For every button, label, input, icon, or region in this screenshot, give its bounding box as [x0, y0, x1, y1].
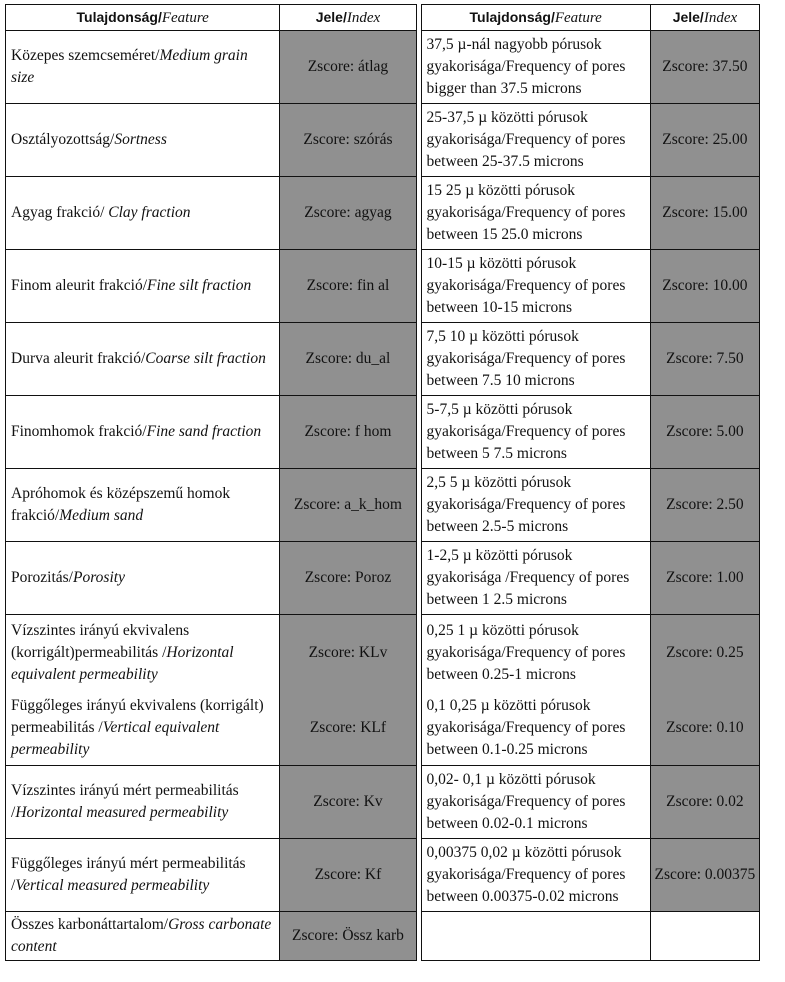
index-cell: Zscore: szórás	[280, 104, 416, 177]
table-row	[6, 323, 760, 396]
table-row	[6, 615, 760, 766]
pore-frequency-cell: 2,5 5 µ közötti pórusok gyakorisága/Frequency of pores between 2.5-5 microns	[421, 469, 650, 542]
pore-frequency-cell: 7,5 10 µ közötti pórusok gyakorisága/Frequency of pores between 7.5 10 microns	[421, 323, 650, 396]
header-index: Jele/Index	[280, 5, 416, 31]
index-cell: Zscore: Kv	[280, 766, 416, 839]
pore-frequency-cell: 25-37,5 µ közötti pórusok gyakorisága/Frequency of pores between 25-37.5 microns	[421, 104, 650, 177]
feature-cell: Összes karbonáttartalom/Gross carbonate content	[6, 912, 280, 961]
pore-index-cell: Zscore: 5.00	[650, 396, 759, 469]
index-cell: Zscore: átlag	[280, 31, 416, 104]
pore-frequency-cell: 10-15 µ közötti pórusok gyakorisága/Frequency of pores between 10-15 microns	[421, 250, 650, 323]
table-row	[6, 396, 760, 469]
table-row	[6, 31, 760, 104]
feature-cell: Apróhomok és középszemű homok frakció/Medium sand	[6, 469, 280, 542]
feature-cell: Durva aleurit frakció/Coarse silt fraction	[6, 323, 280, 396]
feature-cell: Függőleges irányú mért permeabilitás /Vertical measured permeability	[6, 839, 280, 912]
index-cell: Zscore: fin al	[280, 250, 416, 323]
index-cell: Zscore: agyag	[280, 177, 416, 250]
header-index-2: Jele/Index	[650, 5, 759, 31]
table-row	[6, 766, 760, 839]
pore-index-cell: Zscore: 0.25 Zscore: 0.10	[650, 615, 759, 766]
table-row	[6, 912, 760, 961]
index-cell: Zscore: Össz karb	[280, 912, 416, 961]
table-row	[6, 104, 760, 177]
index-cell: Zscore: Kf	[280, 839, 416, 912]
feature-cell: Vízszintes irányú mért permeabilitás /Horizontal measured permeability	[6, 766, 280, 839]
pore-index-cell: Zscore: 0.00375	[650, 839, 759, 912]
table-row	[6, 250, 760, 323]
feature-cell: Finom aleurit frakció/Fine silt fraction	[6, 250, 280, 323]
table-header-row	[6, 5, 760, 31]
index-cell: Zscore: f hom	[280, 396, 416, 469]
index-cell: Zscore: a_k_hom	[280, 469, 416, 542]
pore-index-cell: Zscore: 15.00	[650, 177, 759, 250]
pore-frequency-cell: 1-2,5 µ közötti pórusok gyakorisága /Frequency of pores between 1 2.5 microns	[421, 542, 650, 615]
feature-cell: Osztályozottság/Sortness	[6, 104, 280, 177]
pore-frequency-cell: 0,00375 0,02 µ közötti pórusok gyakorisága/Frequency of pores between 0.00375-0.02 microns	[421, 839, 650, 912]
feature-index-table	[5, 4, 760, 961]
table-row	[6, 469, 760, 542]
pore-index-cell: Zscore: 1.00	[650, 542, 759, 615]
index-cell: Zscore: du_al	[280, 323, 416, 396]
pore-index-cell: Zscore: 7.50	[650, 323, 759, 396]
pore-index-cell: Zscore: 37.50	[650, 31, 759, 104]
table-row	[6, 177, 760, 250]
table-row	[6, 839, 760, 912]
feature-cell: Agyag frakció/ Clay fraction	[6, 177, 280, 250]
table-row	[6, 542, 760, 615]
pore-frequency-cell: 0,25 1 µ közötti pórusok gyakorisága/Frequency of pores between 0.25-1 microns 0,1 0,25 µ közötti pórusok gyakorisága/Frequency of pores between 0.1-0.25 microns	[421, 615, 650, 766]
feature-cell: Vízszintes irányú ekvivalens (korrigált)permeabilitás /Horizontal equivalent permeability Függőleges irányú ekvivalens (korrigált) permeabilitás /Vertical equivalent permeability	[6, 615, 280, 766]
pore-index-cell: Zscore: 25.00	[650, 104, 759, 177]
pore-frequency-cell: 37,5 µ-nál nagyobb pórusok gyakorisága/Frequency of pores bigger than 37.5 microns	[421, 31, 650, 104]
pore-index-cell: Zscore: 0.02	[650, 766, 759, 839]
pore-frequency-cell: 15 25 µ közötti pórusok gyakorisága/Frequency of pores between 15 25.0 microns	[421, 177, 650, 250]
pore-index-cell: Zscore: 10.00	[650, 250, 759, 323]
header-feature-2: Tulajdonság/Feature	[421, 5, 650, 31]
feature-cell: Közepes szemcseméret/Medium grain size	[6, 31, 280, 104]
pore-frequency-cell: 5-7,5 µ közötti pórusok gyakorisága/Frequency of pores between 5 7.5 microns	[421, 396, 650, 469]
pore-frequency-cell: 0,02- 0,1 µ közötti pórusok gyakorisága/Frequency of pores between 0.02-0.1 microns	[421, 766, 650, 839]
feature-cell: Finomhomok frakció/Fine sand fraction	[6, 396, 280, 469]
pore-index-cell: Zscore: 2.50	[650, 469, 759, 542]
empty-cell	[421, 912, 650, 961]
feature-cell: Porozitás/Porosity	[6, 542, 280, 615]
empty-cell	[650, 912, 759, 961]
header-feature: Tulajdonság/Feature	[6, 5, 280, 31]
index-cell: Zscore: Poroz	[280, 542, 416, 615]
index-cell: Zscore: KLv Zscore: KLf	[280, 615, 416, 766]
